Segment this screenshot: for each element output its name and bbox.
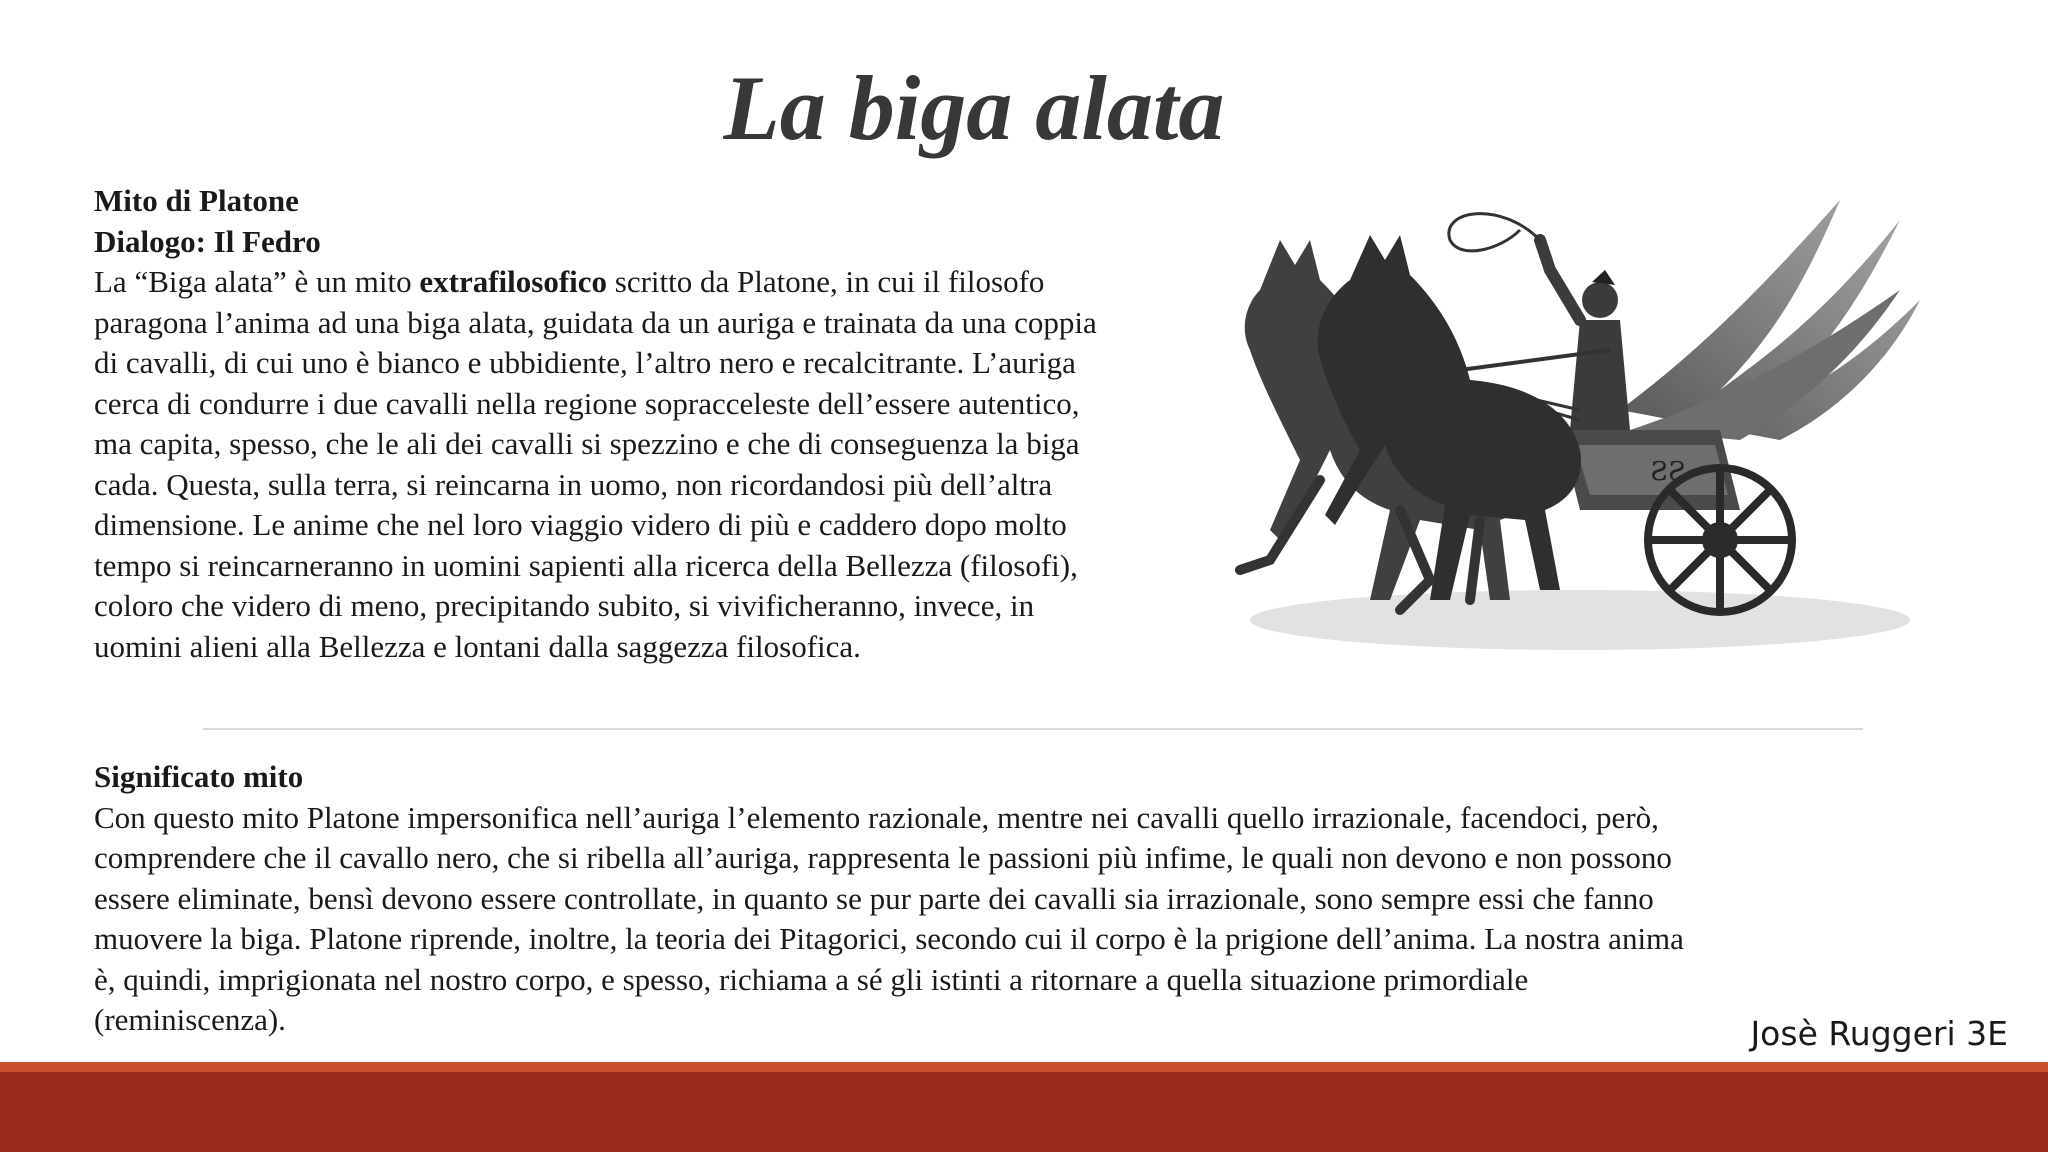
meaning-text-block bbox=[94, 757, 1974, 1041]
chariot-wheel bbox=[1648, 468, 1792, 612]
meaning-line: essere eliminate, bensì devono essere controllate, in quanto se pur parte dei cavalli sia irrazionale, sono sempre essi che fanno bbox=[94, 880, 1654, 916]
intro-line: ma capita, spesso, che le ali dei cavalli si spezzino e che di conseguenza la biga bbox=[94, 426, 1080, 461]
meaning-heading: Significato mito bbox=[94, 759, 304, 794]
chariot-illustration bbox=[1200, 180, 2000, 700]
meaning-line: muovere la biga. Platone riprende, inoltre, la teoria dei Pitagorici, secondo cui il corpo è la prigione dell’anima. La nostra anima bbox=[94, 921, 1684, 956]
footer-bar bbox=[0, 1072, 2048, 1152]
intro-line: coloro che videro di meno, precipitando subito, si vivificheranno, invece, in bbox=[94, 588, 1035, 623]
intro-text-block bbox=[94, 181, 1194, 667]
intro-line: dimensione. Le anime che nel loro viaggio videro di più e caddero dopo molto bbox=[94, 507, 1067, 542]
intro-line: uomini alieni alla Bellezza e lontani dalla saggezza filosofica. bbox=[94, 628, 861, 664]
intro-line: paragona l’anima ad una biga alata, guidata da un auriga e trainata da una coppia bbox=[94, 304, 1097, 340]
intro-line: cerca di condurre i due cavalli nella regione sopracceleste dell’essere autentico, bbox=[94, 385, 1080, 421]
footer-accent-stripe bbox=[0, 1062, 2048, 1072]
intro-heading-myth: Mito di Platone bbox=[94, 183, 299, 218]
wing-shape bbox=[1620, 200, 1920, 440]
intro-line-start: La “Biga alata” è un mito bbox=[94, 264, 420, 299]
horse bbox=[1318, 235, 1581, 600]
intro-line: di cavalli, di cui uno è bianco e ubbidiente, l’altro nero e recalcitrante. L’auriga bbox=[94, 345, 1076, 380]
intro-line: tempo si reincarneranno in uomini sapienti alla ricerca della Bellezza (filosofi), bbox=[94, 547, 1078, 583]
meaning-line: comprendere che il cavallo nero, che si ribella all’auriga, rappresenta le passioni più infime, le quali non devono e non possono bbox=[94, 840, 1672, 875]
intro-bold-term: extrafilosofico bbox=[419, 264, 608, 299]
svg-text:ƧƧ: ƧƧ bbox=[1650, 457, 1686, 487]
page-title: La biga alata bbox=[723, 57, 1225, 159]
section-divider bbox=[203, 728, 1863, 730]
meaning-line: (reminiscenza). bbox=[94, 1002, 286, 1037]
meaning-line: Con questo mito Platone impersonifica nell’auriga l’elemento razionale, mentre nei cavalli quello irrazionale, facendoci, però, bbox=[94, 799, 1659, 835]
intro-line-end: scritto da Platone, in cui il filosofo bbox=[607, 264, 1045, 299]
intro-line: cada. Questa, sulla terra, si reincarna in uomo, non ricordandosi più dell’altra bbox=[94, 466, 1053, 502]
meaning-line: è, quindi, imprigionata nel nostro corpo, e spesso, richiama a sé gli istinti a ritornare a quella situazione primordiale bbox=[94, 961, 1529, 997]
intro-line bbox=[94, 262, 1194, 303]
author-credit: Josè Ruggeri 3E bbox=[1750, 1014, 2008, 1053]
intro-heading-dialogue: Dialogo: Il Fedro bbox=[94, 223, 321, 259]
